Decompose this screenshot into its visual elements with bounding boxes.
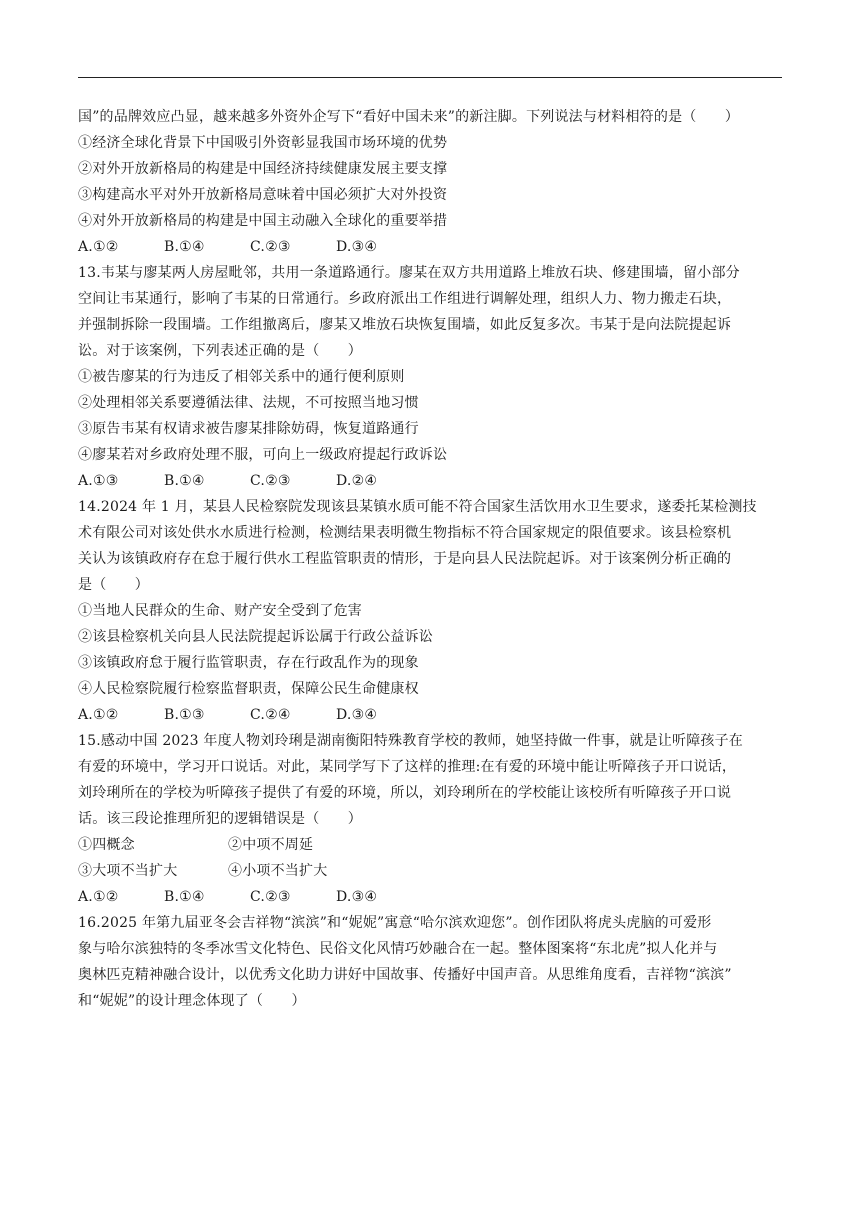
q15-option-row-1	[78, 832, 782, 858]
q13-choice-b: B.①④	[164, 473, 205, 489]
q13-option-2: ②处理相邻关系要遵循法律、法规，不可按照当地习惯	[78, 395, 419, 411]
q13-stem-line-4: 讼。对于该案例，下列表述正确的是（ ）	[78, 343, 362, 359]
q14-option-2: ②该县检察机关向县人民法院提起诉讼属于行政公益诉讼	[78, 629, 433, 645]
header-rule	[78, 77, 782, 78]
q15-choice-b: B.①④	[164, 889, 205, 905]
q15-stem-line-4: 话。该三段论推理所犯的逻辑错误是（ ）	[78, 811, 362, 827]
q15-stem-line-2: 有爱的环境中，学习开口说话。对此，某同学写下了这样的推理:在有爱的环境中能让听障孩子开口说话，	[78, 759, 737, 775]
q16-stem-line-2: 象与哈尔滨独特的冬季冰雪文化特色、民俗文化风情巧妙融合在一起。整体图案将“东北虎”拟人化并与	[78, 941, 718, 957]
q15-choice-d: D.③④	[336, 889, 378, 905]
q15-choice-c: C.②③	[250, 889, 291, 905]
q15-option-4: ④小项不当扩大	[228, 863, 328, 879]
q15-option-2: ②中项不周延	[228, 837, 314, 853]
q14-choice-a: A.①②	[78, 707, 119, 723]
q13-option-4: ④廖某若对乡政府处理不服，可向上一级政府提起行政诉讼	[78, 447, 448, 463]
q15-option-row-2	[78, 858, 782, 884]
q12-option-4: ④对外开放新格局的构建是中国主动融入全球化的重要举措	[78, 213, 448, 229]
q13-choice-d: D.②④	[336, 473, 378, 489]
q13-choice-a: A.①③	[78, 473, 119, 489]
q15-choice-a: A.①②	[78, 889, 119, 905]
q15-stem-line-1: 15.感动中国 2023 年度人物刘玲琍是湖南衡阳特殊教育学校的教师，她坚持做一件事，就是让听障孩子在	[78, 733, 743, 749]
q14-choice-d: D.③④	[336, 707, 378, 723]
q13-stem-line-1: 13.韦某与廖某两人房屋毗邻，共用一条道路通行。廖某在双方共用道路上堆放石块、修建围墙，留小部分	[78, 265, 740, 281]
q14-option-3: ③该镇政府怠于履行监管职责，存在行政乱作为的现象	[78, 655, 419, 671]
q13-choice-c: C.②③	[250, 473, 291, 489]
question-12-stem-tail: 国”的品牌效应凸显，越来越多外资外企写下“看好中国未来”的新注脚。下列说法与材料相符的是（ ）	[78, 109, 740, 125]
q14-stem-line-4: 是（ ）	[78, 577, 149, 593]
q14-stem-line-1: 14.2024 年 1 月，某县人民检察院发现该县某镇水质可能不符合国家生活饮用水卫生要求，遂委托某检测技	[78, 499, 757, 515]
q13-choices	[78, 468, 782, 494]
q15-option-3: ③大项不当扩大	[78, 863, 178, 879]
q15-stem-line-3: 刘玲琍所在的学校为听障孩子提供了有爱的环境，所以，刘玲琍所在的学校能让该校所有听障孩子开口说	[78, 785, 732, 801]
q16-stem-line-3: 奥林匹克精神融合设计，以优秀文化助力讲好中国故事、传播好中国声音。从思维角度看，吉祥物“滨滨”	[78, 967, 732, 983]
q13-stem-line-2: 空间让韦某通行，影响了韦某的日常通行。乡政府派出工作组进行调解处理，组织人力、物力搬走石块，	[78, 291, 732, 307]
q16-stem-line-4: 和“妮妮”的设计理念体现了（ ）	[78, 993, 306, 1009]
q12-choice-a: A.①②	[78, 239, 119, 255]
q15-option-1: ①四概念	[78, 837, 135, 853]
exam-page-content	[78, 104, 782, 1014]
q15-choices	[78, 884, 782, 910]
q14-stem-line-2: 术有限公司对该处供水水质进行检测，检测结果表明微生物指标不符合国家规定的限值要求。该县检察机	[78, 525, 732, 541]
q12-choice-d: D.③④	[336, 239, 378, 255]
q14-option-1: ①当地人民群众的生命、财产安全受到了危害	[78, 603, 362, 619]
q14-choices	[78, 702, 782, 728]
q12-option-2: ②对外开放新格局的构建是中国经济持续健康发展主要支撑	[78, 161, 448, 177]
q14-option-4: ④人民检察院履行检察监督职责，保障公民生命健康权	[78, 681, 419, 697]
q16-stem-line-1: 16.2025 年第九届亚冬会吉祥物“滨滨”和“妮妮”寓意“哈尔滨欢迎您”。创作团队将虎头虎脑的可爱形	[78, 915, 712, 931]
q13-option-1: ①被告廖某的行为违反了相邻关系中的通行便利原则	[78, 369, 405, 385]
q12-option-3: ③构建高水平对外开放新格局意味着中国必须扩大对外投资	[78, 187, 448, 203]
q12-choice-b: B.①④	[164, 239, 205, 255]
q14-choice-c: C.②④	[250, 707, 291, 723]
q13-option-3: ③原告韦某有权请求被告廖某排除妨碍，恢复道路通行	[78, 421, 419, 437]
q12-choices	[78, 234, 782, 260]
q12-choice-c: C.②③	[250, 239, 291, 255]
q13-stem-line-3: 并强制拆除一段围墙。工作组撤离后，廖某又堆放石块恢复围墙，如此反复多次。韦某于是向法院提起诉	[78, 317, 732, 333]
q14-choice-b: B.①③	[164, 707, 205, 723]
q14-stem-line-3: 关认为该镇政府存在怠于履行供水工程监管职责的情形，于是向县人民法院起诉。对于该案例分析正确的	[78, 551, 732, 567]
q12-option-1: ①经济全球化背景下中国吸引外资彰显我国市场环境的优势	[78, 135, 448, 151]
